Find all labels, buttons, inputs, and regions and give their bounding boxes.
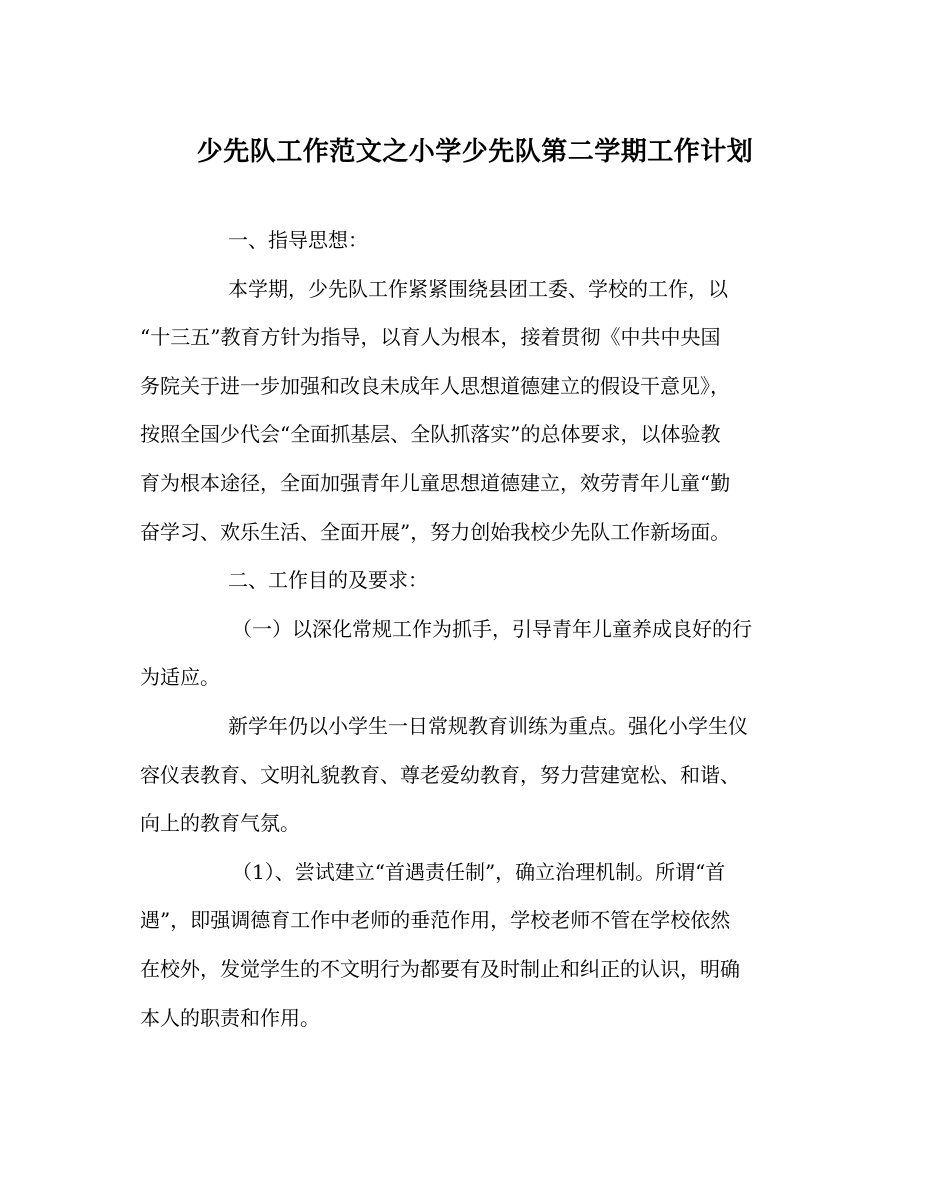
paragraph-line: 务院关于进一步加强和改良未成年人思想道德建立的假设干意见》， [140,373,730,398]
paragraph-line: 向上的教育气氛。 [140,811,300,836]
paragraph-line: 容仪表教育、文明礼貌教育、尊老爱幼教育，努力营建宽松、和谐、 [140,762,740,787]
paragraph-line: “十三五”教育方针为指导，以育人为根本，接着贯彻《中共中央国 [140,325,721,350]
paragraph-line: （1）、尝试建立“首遇责任制”，确立治理机制。所谓“首 [232,859,726,884]
paragraph-line: 奋学习、欢乐生活、全面开展”，努力创始我校少先队工作新场面。 [140,519,731,544]
paragraph-line: 按照全国少代会“全面抓基层、全队抓落实”的总体要求，以体验教 [140,422,721,447]
section-heading-guiding-ideology: 一、指导思想： [228,228,368,252]
paragraph-line: 本学期，少先队工作紧紧围绕县团工委、学校的工作，以 [228,276,728,301]
paragraph-line: 为适应。 [140,665,220,690]
subsection-heading: （一）以深化常规工作为抓手，引导青年儿童养成良好的行 [232,616,752,641]
document-body [140,216,812,1042]
paragraph-line: 新学年仍以小学生一日常规教育训练为重点。强化小学生仪 [228,713,748,738]
paragraph-line: 本人的职责和作用。 [140,1005,320,1030]
document-title: 少先队工作范文之小学少先队第二学期工作计划 [196,137,754,167]
paragraph-line: 遇”，即强调德育工作中老师的垂范作用，学校老师不管在学校依然 [140,908,731,933]
paragraph-line: 育为根本途径，全面加强青年儿童思想道德建立，效劳青年儿童“勤 [140,470,731,495]
section-heading-work-goals: 二、工作目的及要求： [228,568,428,593]
paragraph-line: 在校外，发觉学生的不文明行为都要有及时制止和纠正的认识，明确 [140,956,740,981]
